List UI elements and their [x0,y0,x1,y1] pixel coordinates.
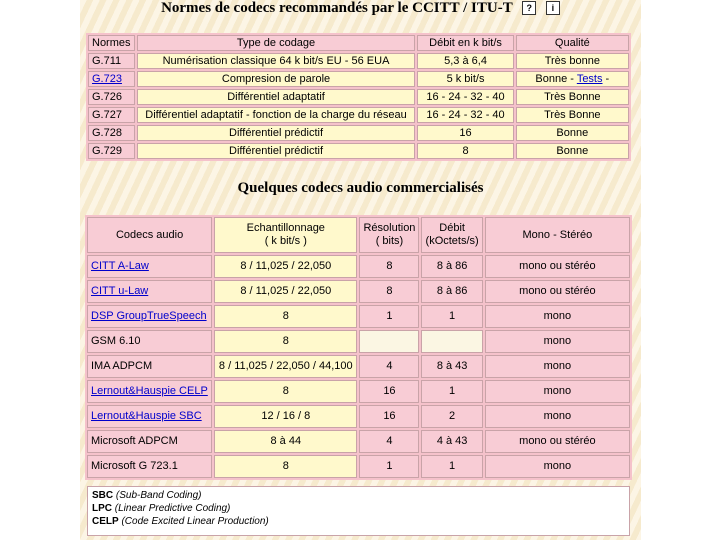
codec-cell [87,255,212,278]
quality-prefix: Bonne - [535,72,577,85]
sampling-cell: 8 [214,330,357,353]
table2-title-row [80,180,641,200]
header-normes: Normes [88,35,135,51]
type-cell: Différentiel prédictif [137,143,416,159]
note-line [92,489,625,502]
mode-cell: mono [485,305,630,328]
codec-link[interactable]: DSP GroupTrueSpeech [91,310,207,322]
note-full: (Linear Predictive Coding) [114,503,231,514]
rate-cell: 16 - 24 - 32 - 40 [417,107,513,123]
rate-cell: 8 à 86 [421,255,482,278]
note-line [92,515,625,528]
codec-cell [87,405,212,428]
table-row [88,107,629,123]
sampling-cell: 8 / 11,025 / 22,050 / 44,100 [214,355,357,378]
rate-cell: 8 à 86 [421,280,482,303]
quality-cell: Bonne [516,143,629,159]
rate-cell: 5 k bit/s [417,71,513,87]
resolution-cell: 16 [359,380,419,403]
note-full: (Sub-Band Coding) [115,490,202,501]
table-row [87,255,630,278]
type-cell: Différentiel prédictif [137,125,416,141]
type-cell: Différentiel adaptatif [137,89,416,105]
table-row [88,53,629,69]
header-resolution [359,217,419,253]
table-row [88,143,629,159]
type-cell: Numérisation classique 64 k bit/s EU - 56 EUA [137,53,416,69]
table-row [87,330,630,353]
header-resolution-line2: ( bits) [375,235,404,247]
sampling-cell: 12 / 16 / 8 [214,405,357,428]
rate-cell: 1 [421,380,482,403]
resolution-cell: 1 [359,455,419,478]
table-row [88,71,629,87]
codec-cell: IMA ADPCM [87,355,212,378]
codec-link[interactable]: CITT A-Law [91,260,149,272]
rate-cell: 1 [421,305,482,328]
info-icon[interactable]: i [546,1,560,15]
abbreviation-notes [87,486,630,536]
header-resolution-line1: Résolution [363,222,416,234]
commercial-codecs-table [85,215,632,480]
rate-cell: 16 - 24 - 32 - 40 [417,89,513,105]
norm-cell [88,71,135,87]
sampling-cell: 8 [214,455,357,478]
quality-cell: Bonne [516,125,629,141]
norm-cell: G.729 [88,143,135,159]
resolution-cell: 4 [359,355,419,378]
header-mode: Mono - Stéréo [485,217,630,253]
quality-cell: Très bonne [516,53,629,69]
note-abbr: SBC [92,490,114,501]
mode-cell: mono ou stéréo [485,255,630,278]
quality-suffix: - [602,72,610,85]
table-row [88,125,629,141]
resolution-cell [359,330,419,353]
quality-cell: Très Bonne [516,89,629,105]
header-sampling [214,217,357,253]
itu-codecs-table [86,33,631,161]
resolution-cell: 4 [359,430,419,453]
norm-cell: G.711 [88,53,135,69]
table-row [87,380,630,403]
table-row [87,355,630,378]
resolution-cell: 8 [359,280,419,303]
codec-link[interactable]: CITT u-Law [91,285,149,297]
quality-cell: Très Bonne [516,107,629,123]
table1-title-row [80,0,641,20]
norm-cell: G.727 [88,107,135,123]
table2-title: Quelques codecs audio commercialisés [237,180,484,196]
rate-cell: 5,3 à 6,4 [417,53,513,69]
rate-cell: 8 à 43 [421,355,482,378]
type-cell: Différentiel adaptatif - fonction de la charge du réseau [137,107,416,123]
table1-title: Normes de codecs recommandés par le CCITT / ITU-T [161,0,513,16]
rate-cell: 2 [421,405,482,428]
header-rate-line2: (kOctets/s) [425,235,479,247]
rate-cell [421,330,482,353]
table-row [88,89,629,105]
codec-cell: Microsoft G 723.1 [87,455,212,478]
sampling-cell: 8 / 11,025 / 22,050 [214,280,357,303]
rate-cell: 16 [417,125,513,141]
codec-cell [87,280,212,303]
note-abbr: CELP [92,516,119,527]
sampling-cell: 8 à 44 [214,430,357,453]
table-header-row [88,35,629,51]
type-cell: Compresion de parole [137,71,416,87]
tests-link[interactable]: Tests [576,72,603,85]
note-line [92,502,625,515]
quality-cell [516,71,629,87]
mode-cell: mono ou stéréo [485,280,630,303]
codec-cell: Microsoft ADPCM [87,430,212,453]
note-full: (Code Excited Linear Production) [121,516,269,527]
sampling-cell: 8 / 11,025 / 22,050 [214,255,357,278]
rate-cell: 4 à 43 [421,430,482,453]
header-sampling-line1: Echantillonnage [246,222,325,234]
resolution-cell: 8 [359,255,419,278]
mode-cell: mono [485,330,630,353]
mode-cell: mono [485,455,630,478]
mode-cell: mono [485,405,630,428]
norm-cell: G.726 [88,89,135,105]
header-debit: Débit en k bit/s [417,35,513,51]
codec-cell: GSM 6.10 [87,330,212,353]
header-codec: Codecs audio [87,217,212,253]
resolution-cell: 1 [359,305,419,328]
header-type: Type de codage [137,35,416,51]
table-row [87,455,630,478]
mode-cell: mono [485,355,630,378]
table-header-row [87,217,630,253]
header-sampling-line2: ( k bit/s ) [264,235,307,247]
codec-link[interactable]: Lernout&Hauspie SBC [91,410,202,422]
resolution-cell: 16 [359,405,419,428]
table-row [87,405,630,428]
note-abbr: LPC [92,503,112,514]
rate-cell: 1 [421,455,482,478]
header-rate [421,217,482,253]
codec-link[interactable]: Lernout&Hauspie CELP [91,385,208,397]
codec-cell [87,380,212,403]
table-row [87,280,630,303]
norm-link-g723[interactable]: G.723 [92,72,122,85]
header-rate-line1: Débit [439,222,465,234]
mode-cell: mono ou stéréo [485,430,630,453]
table-row [87,430,630,453]
rate-cell: 8 [417,143,513,159]
help-icon[interactable]: ? [522,1,536,15]
norm-cell: G.728 [88,125,135,141]
sampling-cell: 8 [214,305,357,328]
sampling-cell: 8 [214,380,357,403]
table-row [87,305,630,328]
codec-cell [87,305,212,328]
mode-cell: mono [485,380,630,403]
header-qualite: Qualité [516,35,629,51]
